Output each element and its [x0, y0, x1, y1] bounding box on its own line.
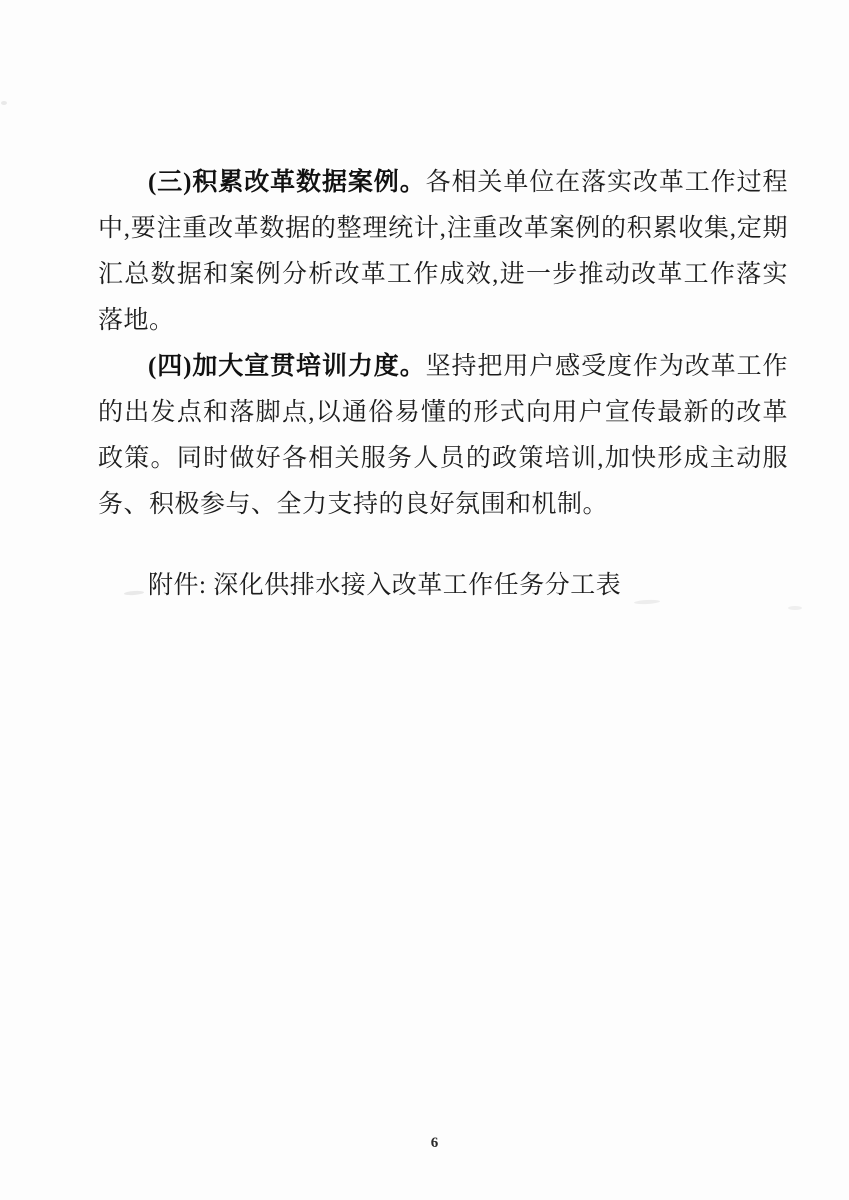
scan-artifact: [1, 101, 7, 105]
document-body: [98, 160, 788, 606]
paragraph-section-4-heading: (四)加大宣贯培训力度。: [148, 353, 426, 380]
paragraph-section-3-text: 各相关单位在落实改革工作过程中,要注重改革数据的整理统计,注重改革案例的积累收集,定期汇总数据和案例分析改革工作成效,进一步推动改革工作落实落地。: [98, 169, 788, 334]
paragraph-section-4: [98, 344, 788, 528]
paragraph-section-3: [98, 160, 788, 344]
paragraph-section-4-text: 坚持把用户感受度作为改革工作的出发点和落脚点,以通俗易懂的形式向用户宣传最新的改革政策。同时做好各相关服务人员的政策培训,加快形成主动服务、积极参与、全力支持的良好氛围和机制。: [98, 353, 788, 518]
attachment-line: 附件: 深化供排水接入改革工作任务分工表: [148, 572, 622, 599]
page-number: 6: [430, 1135, 439, 1151]
paragraph-section-3-heading: (三)积累改革数据案例。: [148, 169, 426, 196]
scan-artifact: [788, 606, 802, 610]
